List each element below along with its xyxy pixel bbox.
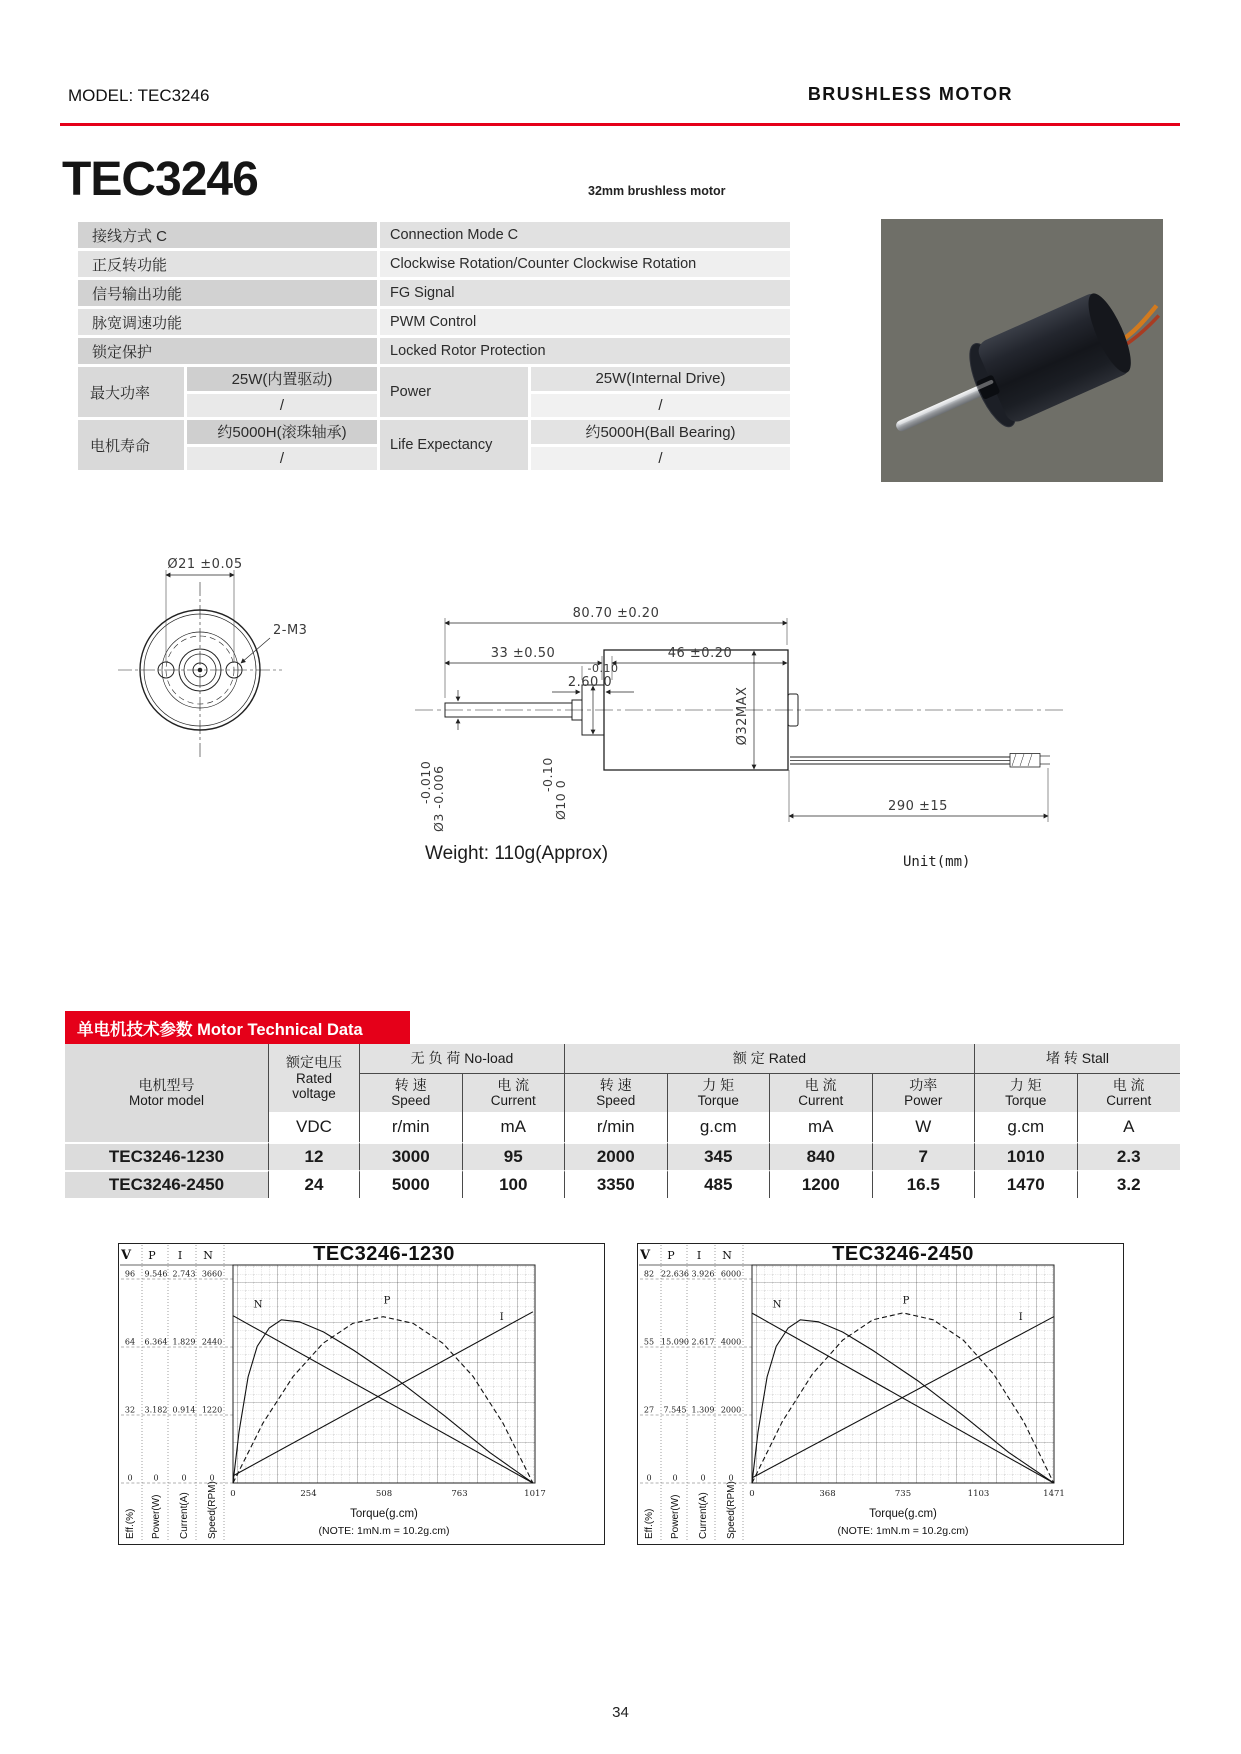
spec-zh-cell: 正反转功能 [78, 251, 377, 277]
spec-en-value: / [531, 394, 790, 418]
axis-key-label: P [667, 1249, 675, 1262]
axis-tick-value: 9.546 [144, 1269, 168, 1279]
tech-group-header [975, 1044, 1180, 1074]
axis-title-rotated: Power(W) [151, 1494, 162, 1539]
header-model-label: MODEL: TEC3246 [68, 86, 210, 105]
tech-voltage-zh: 额定电压 [286, 1054, 342, 1071]
weight-label: Weight: 110g(Approx) [425, 843, 609, 864]
tech-unit-cell: g.cm [975, 1112, 1078, 1142]
tech-subcol-zh: 电 流 [1112, 1077, 1145, 1094]
tech-data-cell: TEC3246-2450 [65, 1170, 269, 1198]
perf-chart-svg [118, 1243, 605, 1545]
axis-key-label: P [148, 1249, 156, 1262]
spec-en-cell: Connection Mode C [380, 222, 790, 248]
spec-zh-values [187, 420, 377, 470]
product-photo-svg [881, 219, 1163, 482]
x-tick-value: 1103 [967, 1489, 990, 1499]
spec-en-label: Life Expectancy [380, 420, 528, 470]
x-tick-value: 1017 [524, 1489, 546, 1499]
front-view [118, 570, 282, 760]
tech-data-cell: 345 [668, 1142, 771, 1170]
dim-body-diameter: Ø32MAX [735, 686, 750, 746]
tech-voltage-en2: voltage [292, 1086, 336, 1102]
x-tick-value: 1471 [1043, 1489, 1065, 1499]
spec-en-value: 约5000H(Ball Bearing) [531, 420, 790, 444]
spec-en-label: Power [380, 367, 528, 417]
tech-subcol-zh: 转 速 [599, 1077, 632, 1094]
tech-data-cell: 3.2 [1078, 1170, 1181, 1198]
axis-title-rotated: Current(A) [179, 1492, 190, 1539]
axis-tick-value: 1.829 [172, 1337, 196, 1347]
tech-subcol-header [1078, 1074, 1181, 1112]
unit-label: Unit(mm) [903, 854, 971, 870]
perf-chart-svg [637, 1243, 1124, 1545]
tech-data-cell: 5000 [360, 1170, 463, 1198]
curve-label: N [253, 1299, 263, 1311]
spec-zh-label: 最大功率 [78, 367, 184, 417]
spec-en-value: / [531, 447, 790, 471]
tech-subcol-header [668, 1074, 771, 1112]
tech-subcol-en: Speed [596, 1093, 636, 1109]
spec-zh-cell: 信号输出功能 [78, 280, 377, 306]
spec-zh-value: / [187, 447, 377, 471]
axis-tick-value: 3.926 [691, 1269, 715, 1279]
x-tick-value: 508 [375, 1489, 393, 1499]
spec-row [78, 280, 790, 306]
curve-label: I [1018, 1311, 1023, 1323]
tech-subcol-en: Current [490, 1093, 536, 1109]
tech-group-header [360, 1044, 565, 1074]
tech-subcol-header [360, 1074, 463, 1112]
axis-tick-value: 3.182 [144, 1405, 168, 1415]
spec-zh-cell: 接线方式 C [78, 222, 377, 248]
tech-subcol-en: Torque [697, 1093, 739, 1109]
axis-title-rotated: Eff.(%) [644, 1508, 655, 1539]
axis-title-rotated: Speed(RPM) [726, 1481, 737, 1539]
tech-group-label: 额 定 Rated [732, 1050, 807, 1067]
axis-tick-value: 96 [124, 1269, 136, 1279]
axis-key-label: V [120, 1248, 132, 1263]
page-title: TEC3246 [62, 153, 258, 206]
axis-tick-value: 64 [124, 1337, 136, 1347]
axis-key-label: N [722, 1249, 732, 1262]
curve-label: P [383, 1295, 391, 1307]
chart-note: (NOTE: 1mN.m = 10.2g.cm) [837, 1525, 969, 1537]
spec-row [78, 222, 790, 248]
tech-data-cell: 100 [463, 1170, 566, 1198]
spec-en-cell: Locked Rotor Protection [380, 338, 790, 364]
axis-tick-value: 0 [646, 1473, 652, 1483]
spec-zh-cell: 脉宽调速功能 [78, 309, 377, 335]
tech-model-header-en: Motor model [128, 1093, 205, 1109]
axis-tick-value: 0 [700, 1473, 706, 1483]
tech-subcol-header [770, 1074, 873, 1112]
tech-data-cell: 7 [873, 1142, 976, 1170]
dimension-drawing-svg [60, 520, 1120, 860]
axis-tick-value: 1220 [201, 1405, 223, 1415]
x-axis-title: Torque(g.cm) [869, 1508, 937, 1520]
x-tick-value: 0 [230, 1489, 236, 1499]
axis-tick-value: 0 [672, 1473, 678, 1483]
tech-group-label: 无 负 荷 No-load [410, 1050, 514, 1067]
axis-key-label: I [696, 1249, 702, 1262]
spec-en-cell: FG Signal [380, 280, 790, 306]
axis-tick-value: 2440 [201, 1337, 223, 1347]
dim-boss-length: 2.60 0 [567, 675, 613, 690]
tech-subcol-en: Torque [1005, 1093, 1047, 1109]
x-tick-value: 763 [451, 1489, 468, 1499]
spec-zh-value: 25W(内置驱动) [187, 367, 377, 391]
tech-data-cell: 1010 [975, 1142, 1078, 1170]
axis-tick-value: 32 [124, 1405, 136, 1415]
page-subtitle: 32mm brushless motor [588, 184, 726, 198]
axis-tick-value: 2000 [720, 1405, 742, 1415]
tech-subcol-zh: 力 矩 [1009, 1077, 1042, 1094]
spec-split-row [78, 367, 790, 417]
axis-tick-value: 27 [643, 1405, 655, 1415]
chart-note: (NOTE: 1mN.m = 10.2g.cm) [318, 1525, 450, 1537]
spec-zh-label: 电机寿命 [78, 420, 184, 470]
dim-body-length: 46 ±0.20 [667, 646, 733, 661]
spec-row [78, 251, 790, 277]
tech-unit-cell: mA [463, 1112, 566, 1142]
dim-hub-diameter-tolerance: -0.10 [540, 757, 555, 792]
tech-model-header [65, 1044, 269, 1142]
tech-subcol-header [463, 1074, 566, 1112]
axis-tick-value: 0 [181, 1473, 187, 1483]
tech-subcol-zh: 转 速 [394, 1077, 427, 1094]
tech-model-header-zh: 电机型号 [138, 1077, 195, 1094]
spec-zh-cell: 锁定保护 [78, 338, 377, 364]
axis-tick-value: 55 [643, 1337, 655, 1347]
tech-data-cell: 485 [668, 1170, 771, 1198]
axis-tick-value: 3660 [201, 1269, 223, 1279]
page-number: 34 [612, 1704, 629, 1721]
axis-tick-value: 4000 [720, 1337, 742, 1347]
axis-tick-value: 2.743 [172, 1269, 196, 1279]
dim-shaft-diameter-tolerance: -0.010 [418, 760, 433, 804]
axis-title-rotated: Eff.(%) [125, 1508, 136, 1539]
tech-data-cell: 2.3 [1078, 1142, 1181, 1170]
tech-data-cell: 3350 [565, 1170, 668, 1198]
dim-shaft-length: 33 ±0.50 [490, 646, 556, 661]
chart-title: TEC3246-2450 [832, 1243, 974, 1265]
header-divider [60, 123, 1180, 126]
axis-key-label: V [639, 1248, 651, 1263]
tech-data-cell: 1200 [770, 1170, 873, 1198]
axis-tick-value: 0 [153, 1473, 159, 1483]
curve-label: P [902, 1295, 910, 1307]
dim-lead-length: 290 ±15 [888, 799, 948, 814]
tech-subcol-en: Current [1106, 1093, 1152, 1109]
tech-subcol-header [565, 1074, 668, 1112]
axis-tick-value: 0 [209, 1473, 215, 1483]
tech-group-label: 堵 转 Stall [1045, 1050, 1109, 1067]
axis-tick-value: 0 [728, 1473, 734, 1483]
spec-row [78, 309, 790, 335]
axis-tick-value: 0 [127, 1473, 133, 1483]
header-category-label: BRUSHLESS MOTOR [807, 84, 1013, 104]
axis-tick-value: 15.090 [661, 1337, 689, 1347]
tech-subcol-en: Current [798, 1093, 844, 1109]
dim-shaft-diameter: Ø3 -0.006 [431, 765, 446, 832]
spec-en-values [531, 367, 790, 417]
axis-title-rotated: Power(W) [670, 1494, 681, 1539]
curve-label: I [499, 1311, 504, 1323]
spec-en-cell: PWM Control [380, 309, 790, 335]
tech-subcol-zh: 功率 [909, 1077, 938, 1094]
dimension-labels [167, 557, 948, 832]
axis-tick-value: 82 [643, 1269, 655, 1279]
tech-data-table [65, 1044, 1180, 1198]
dim-total-length: 80.70 ±0.20 [572, 606, 660, 621]
tech-unit-cell: VDC [269, 1112, 360, 1142]
tech-subcol-zh: 电 流 [497, 1077, 530, 1094]
axis-tick-value: 1.309 [691, 1405, 715, 1415]
tech-data-cell: 24 [269, 1170, 360, 1198]
axis-tick-value: 6.364 [144, 1337, 168, 1347]
x-tick-value: 735 [894, 1489, 912, 1499]
tech-data-cell: 3000 [360, 1142, 463, 1170]
tech-subcol-en: Power [904, 1093, 943, 1109]
axis-tick-value: 0.914 [172, 1405, 196, 1415]
perf-chart-2450 [637, 1243, 1124, 1545]
tech-data-banner: 单电机技术参数 Motor Technical Data [65, 1011, 410, 1044]
tech-unit-cell: W [873, 1112, 976, 1142]
product-photo [881, 219, 1163, 482]
spec-row [78, 338, 790, 364]
chart-title: TEC3246-1230 [313, 1243, 455, 1265]
spec-split-row [78, 420, 790, 470]
spec-zh-value: / [187, 394, 377, 418]
tech-group-header [565, 1044, 975, 1074]
tech-data-cell: 16.5 [873, 1170, 976, 1198]
dim-hub-diameter: Ø10 0 [553, 779, 568, 820]
axis-tick-value: 22.636 [661, 1269, 689, 1279]
tech-subcol-header [975, 1074, 1078, 1112]
dim-mount-holes: 2-M3 [273, 623, 308, 638]
axis-tick-value: 2.617 [691, 1337, 715, 1347]
tech-unit-cell: A [1078, 1112, 1181, 1142]
dimension-drawing [60, 520, 1120, 865]
axis-tick-value: 6000 [720, 1269, 742, 1279]
dim-boss-tolerance: -0.10 [587, 662, 619, 675]
x-axis-title: Torque(g.cm) [350, 1508, 418, 1520]
tech-subcol-zh: 力 矩 [702, 1077, 735, 1094]
tech-unit-cell: r/min [360, 1112, 463, 1142]
spec-zh-values [187, 367, 377, 417]
x-tick-value: 254 [300, 1489, 317, 1499]
tech-subcol-en: Speed [391, 1093, 431, 1109]
axis-key-label: I [177, 1249, 183, 1262]
tech-data-cell: 840 [770, 1142, 873, 1170]
spec-en-cell: Clockwise Rotation/Counter Clockwise Rotation [380, 251, 790, 277]
tech-data-cell: 95 [463, 1142, 566, 1170]
tech-voltage-en1: Rated [295, 1070, 333, 1086]
tech-subcol-header [873, 1074, 976, 1112]
axis-tick-value: 7.545 [663, 1405, 687, 1415]
tech-data-cell: 2000 [565, 1142, 668, 1170]
perf-chart-1230 [118, 1243, 605, 1545]
axis-key-label: N [203, 1249, 213, 1262]
spec-table [78, 222, 790, 473]
x-tick-value: 368 [819, 1489, 836, 1499]
dim-front-diameter: Ø21 ±0.05 [167, 557, 243, 572]
curve-label: N [772, 1299, 782, 1311]
axis-title-rotated: Current(A) [698, 1492, 709, 1539]
tech-voltage-header [269, 1044, 360, 1112]
axis-title-rotated: Speed(RPM) [207, 1481, 218, 1539]
tech-unit-cell: mA [770, 1112, 873, 1142]
tech-data-cell: 12 [269, 1142, 360, 1170]
x-tick-value: 0 [749, 1489, 755, 1499]
tech-data-cell: TEC3246-1230 [65, 1142, 269, 1170]
tech-unit-cell: r/min [565, 1112, 668, 1142]
spec-en-value: 25W(Internal Drive) [531, 367, 790, 391]
tech-unit-cell: g.cm [668, 1112, 771, 1142]
tech-subcol-zh: 电 流 [804, 1077, 837, 1094]
spec-en-values [531, 420, 790, 470]
spec-zh-value: 约5000H(滚珠轴承) [187, 420, 377, 444]
tech-data-cell: 1470 [975, 1170, 1078, 1198]
